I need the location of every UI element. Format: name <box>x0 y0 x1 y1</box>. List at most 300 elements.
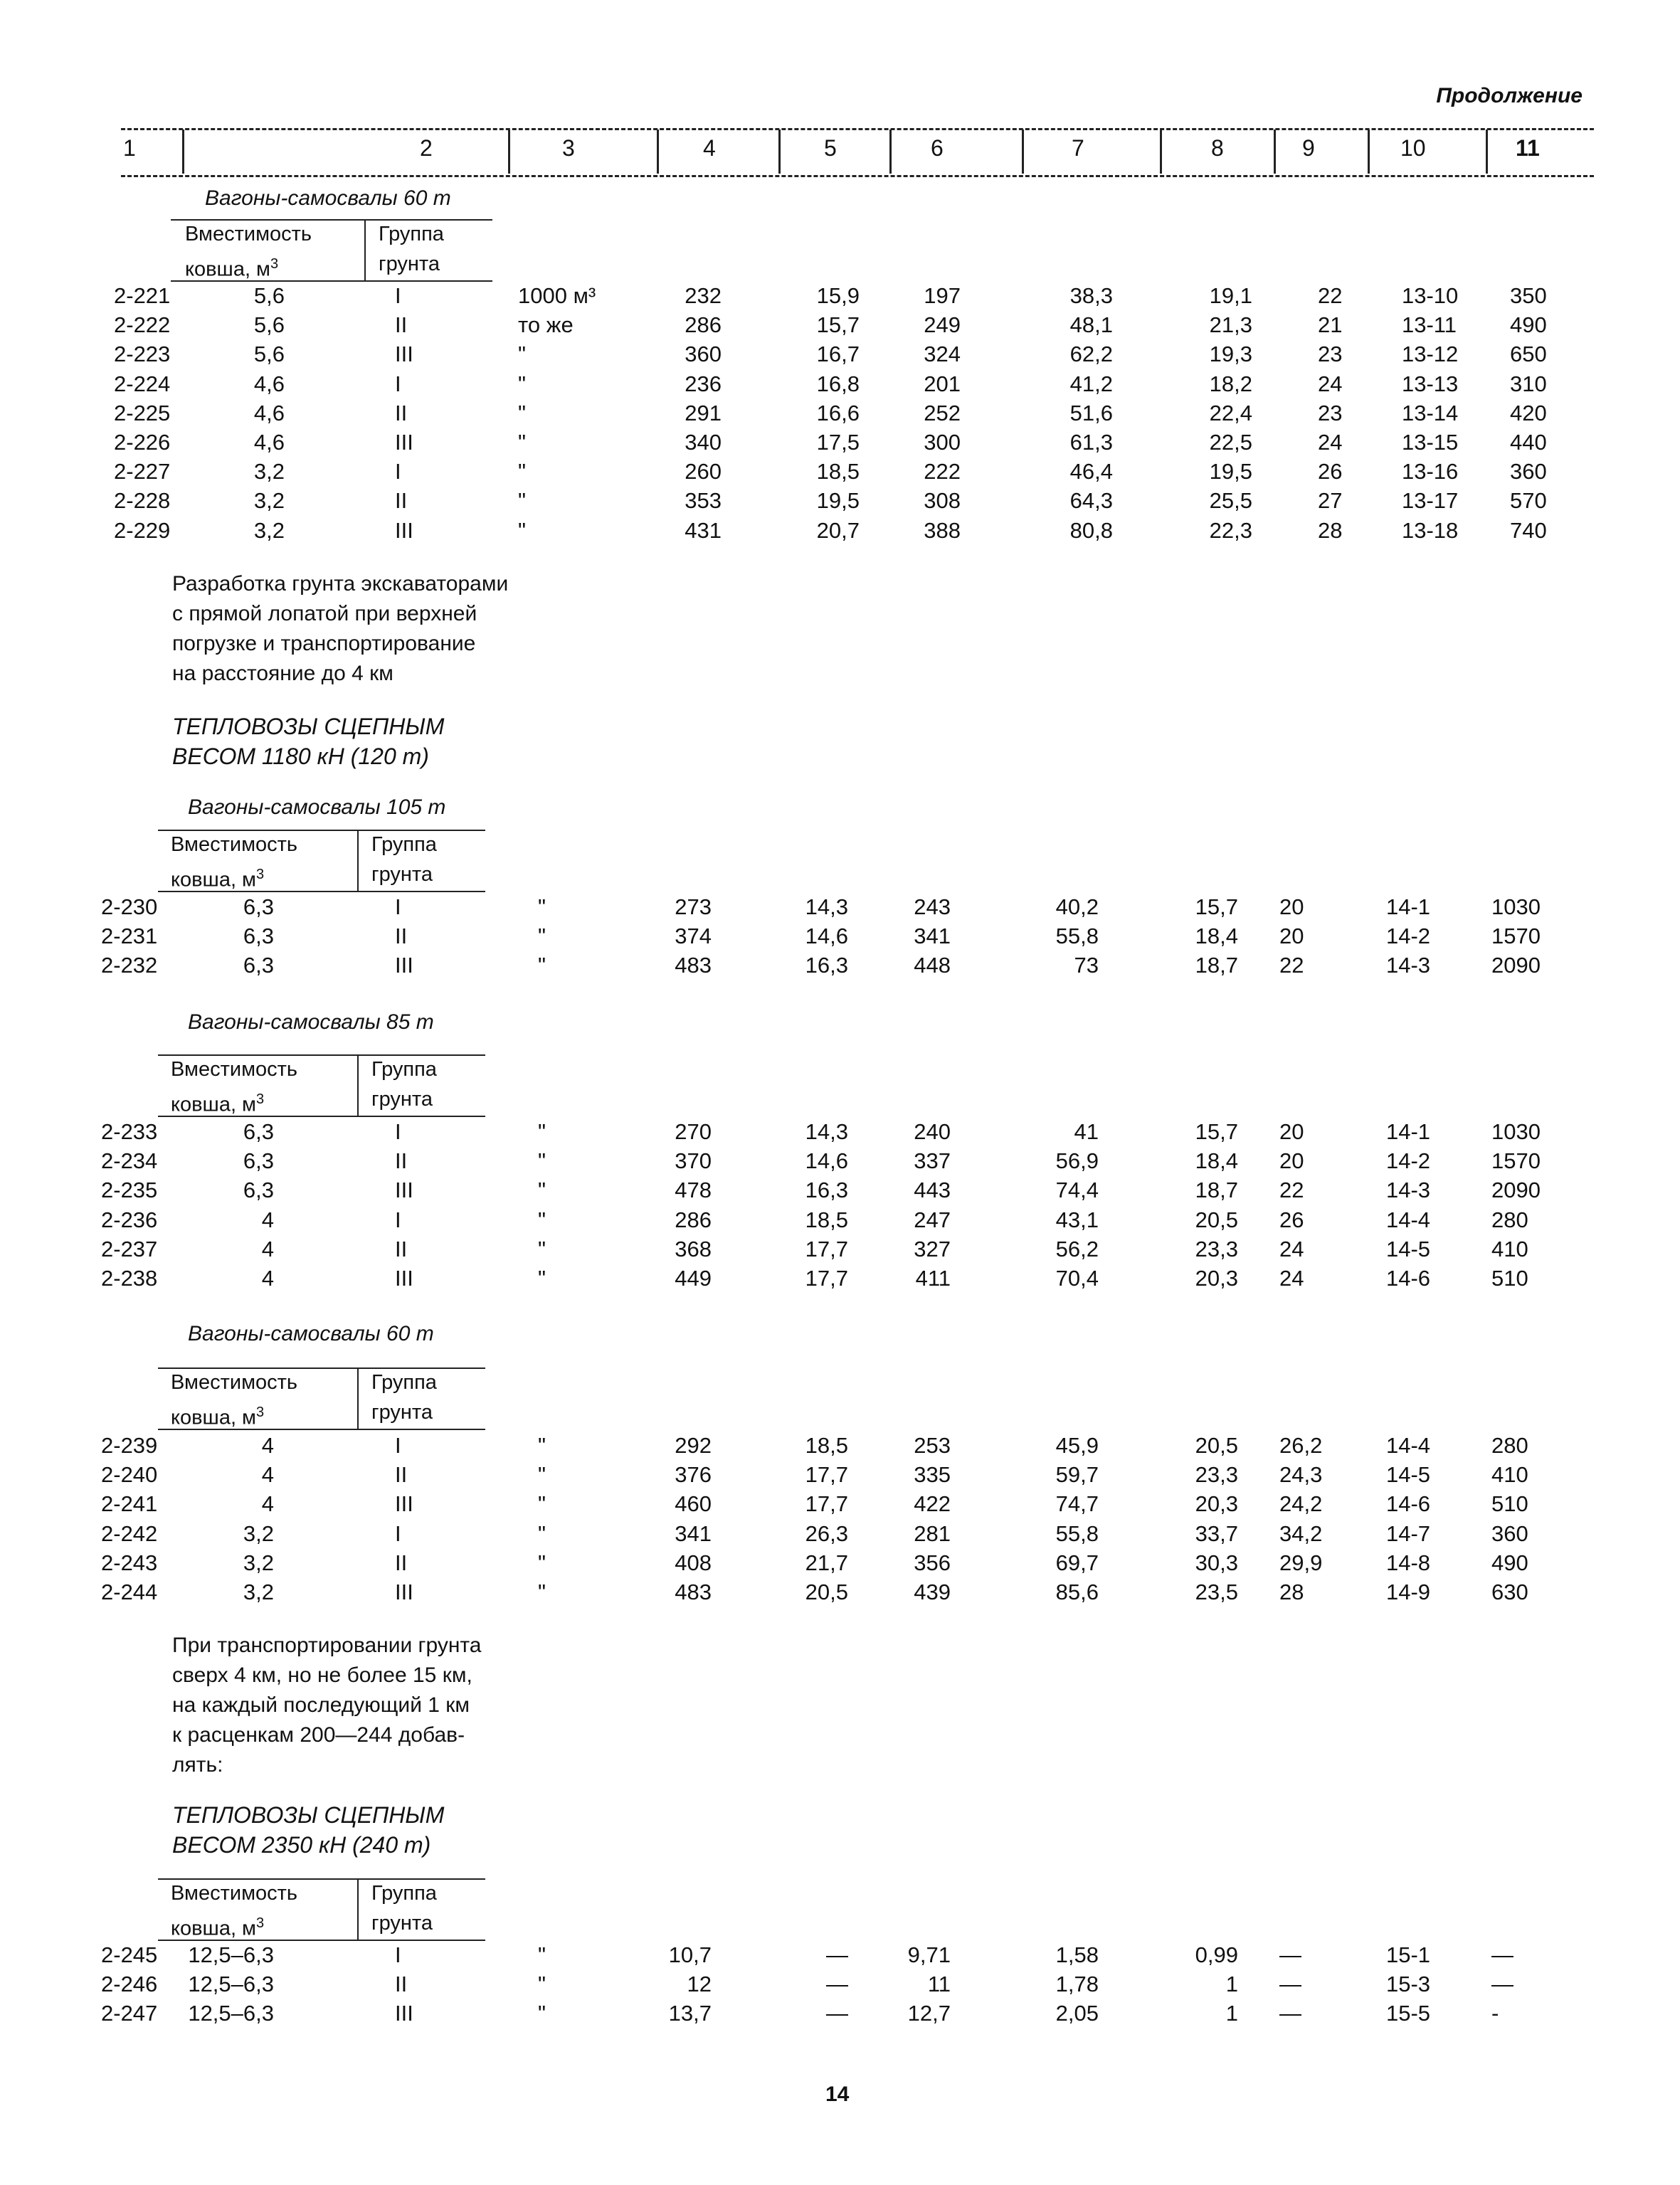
table-cell: 236 <box>685 371 722 396</box>
table-cell: — <box>1279 1972 1301 1997</box>
table-cell: 70,4 <box>1055 1266 1099 1291</box>
table-cell: 14-1 <box>1386 1119 1431 1144</box>
table-cell: 13-16 <box>1402 459 1459 485</box>
description-paragraph-1: Разработка грунта экскаваторами с прямой лопатой при верхней погрузке и транспортирование на расстояние до 4 км <box>172 572 509 685</box>
table-cell: 431 <box>685 517 722 543</box>
table-cell: 59,7 <box>1055 1462 1099 1488</box>
table-cell: I <box>395 1520 401 1546</box>
table-cell: — <box>1279 2001 1301 2026</box>
table-cell: " <box>518 459 527 485</box>
table-cell: 2-222 <box>114 312 171 338</box>
col-header-11: 11 <box>1516 135 1540 161</box>
col-header-5: 5 <box>824 135 837 161</box>
table-cell: 14,3 <box>805 894 848 919</box>
table-cell: 2-233 <box>101 1119 158 1144</box>
table-cell: 15-3 <box>1386 1972 1431 1997</box>
table-cell: 14,3 <box>805 1119 848 1144</box>
table-cell: 2-224 <box>114 371 171 396</box>
table-cell: 1000 м³ <box>518 283 596 308</box>
table-cell: 2-246 <box>101 1972 158 1997</box>
table-row <box>0 312 1680 342</box>
table-row <box>0 1550 1680 1580</box>
page-number: 14 <box>825 2083 850 2106</box>
table-cell: " <box>538 894 546 919</box>
table-cell: 4 <box>261 1462 274 1488</box>
table-cell: " <box>518 488 527 514</box>
table-cell: 55,8 <box>1055 924 1099 949</box>
table-cell: 740 <box>1510 517 1547 543</box>
table-cell: 374 <box>675 924 712 949</box>
table-cell: III <box>395 1491 413 1517</box>
table-cell: 443 <box>914 1178 951 1203</box>
table-cell: 5,6 <box>253 312 285 338</box>
table-cell: 353 <box>685 488 722 514</box>
table-cell: 2,05 <box>1055 2001 1099 2026</box>
table-cell: 6,3 <box>243 1148 274 1174</box>
table-cell: 422 <box>914 1491 951 1517</box>
table-row <box>0 894 1680 924</box>
table-row <box>0 1207 1680 1237</box>
table-cell: 14-8 <box>1386 1550 1431 1575</box>
table-cell: 69,7 <box>1055 1550 1099 1575</box>
table-cell: 40,2 <box>1055 894 1099 919</box>
table-row <box>0 1580 1680 1609</box>
table-cell: 483 <box>675 1580 712 1604</box>
table-cell: III <box>395 430 413 455</box>
table-cell: 4,6 <box>253 371 285 396</box>
table-cell: 20 <box>1279 924 1304 949</box>
table-cell: 2-228 <box>114 488 171 514</box>
table-cell: 29,9 <box>1279 1550 1323 1575</box>
table-cell: 408 <box>675 1550 712 1575</box>
table-cell: 17,7 <box>805 1462 848 1488</box>
table-cell: " <box>538 1236 546 1261</box>
table-cell: 6,3 <box>243 894 274 919</box>
table-cell: 22 <box>1279 1178 1304 1203</box>
table-cell: 1570 <box>1491 1148 1541 1174</box>
table-cell: 22 <box>1279 953 1304 978</box>
table-cell: 2-221 <box>114 283 171 308</box>
table-cell: 2-223 <box>114 342 171 367</box>
table-cell: 6,3 <box>243 953 274 978</box>
table-cell: " <box>518 430 527 455</box>
table-cell: 2-241 <box>101 1491 158 1517</box>
table-cell: 16,3 <box>805 953 848 978</box>
table-cell: II <box>395 1550 408 1575</box>
table-cell: 14-6 <box>1386 1491 1431 1517</box>
table-cell: 14,6 <box>805 1148 848 1174</box>
table-cell: 21,3 <box>1209 312 1252 338</box>
table-cell: 360 <box>1510 459 1547 485</box>
table-cell: 15-5 <box>1386 2001 1431 2026</box>
table-cell: 20,3 <box>1195 1491 1238 1517</box>
table-cell: 18,5 <box>816 459 860 485</box>
table-cell: 14-4 <box>1386 1207 1431 1232</box>
table-cell: " <box>518 342 527 367</box>
table-cell: 22,4 <box>1209 400 1252 425</box>
table-cell: 18,4 <box>1195 1148 1238 1174</box>
table-cell: 45,9 <box>1055 1433 1099 1458</box>
table-cell: 3,2 <box>253 459 285 485</box>
block4-column-header: Вместимость ковша, $м^3$ Группа грунта <box>158 1367 485 1430</box>
table-cell: 20,7 <box>816 517 860 543</box>
table-cell: 1,78 <box>1055 1972 1099 1997</box>
table-row <box>0 1119 1680 1148</box>
table-cell: 10,7 <box>668 1942 712 1967</box>
table-cell: 80,8 <box>1069 517 1113 543</box>
table-cell: 370 <box>675 1148 712 1174</box>
description-paragraph-2: При транспортировании грунта сверх 4 км, но не более 15 км, на каждый последующий 1 км к расценкам 200—244 добав- лять: <box>172 1634 482 1777</box>
table-cell: I <box>395 1207 401 1232</box>
table-cell: 61,3 <box>1069 430 1113 455</box>
table-cell: 2-244 <box>101 1580 158 1604</box>
table-cell: 18,7 <box>1195 1178 1238 1203</box>
table-cell: 56,9 <box>1055 1148 1099 1174</box>
table-row <box>0 1266 1680 1295</box>
table-cell: 24 <box>1318 430 1343 455</box>
table-cell: 247 <box>914 1207 951 1232</box>
table-cell: III <box>395 1580 413 1604</box>
table-cell: 26 <box>1318 459 1343 485</box>
table-cell: 20 <box>1279 894 1304 919</box>
table-cell: I <box>395 459 401 485</box>
table-cell: 2-227 <box>114 459 171 485</box>
table-cell: 13-15 <box>1402 430 1459 455</box>
table-cell: 2-245 <box>101 1942 158 1967</box>
table-cell: 19,1 <box>1209 283 1252 308</box>
table-cell: 292 <box>675 1433 712 1458</box>
table-cell: 25,5 <box>1209 488 1252 514</box>
table-cell: 249 <box>924 312 961 338</box>
table-row <box>0 1972 1680 2001</box>
table-cell: 64,3 <box>1069 488 1113 514</box>
table-cell: 4 <box>261 1207 274 1232</box>
table-cell: 4 <box>261 1236 274 1261</box>
table-cell: 280 <box>1491 1207 1528 1232</box>
table-cell: I <box>395 1942 401 1967</box>
table-cell: 280 <box>1491 1433 1528 1458</box>
table-cell: 327 <box>914 1236 951 1261</box>
table-cell: 2-240 <box>101 1462 158 1488</box>
block3-title: Вагоны-самосвалы 85 т <box>188 1010 434 1034</box>
table-cell: 12,7 <box>907 2001 951 2026</box>
table-cell: 14-5 <box>1386 1462 1431 1488</box>
block2-column-header: Вместимость ковша, $м^3$ Группа грунта <box>158 830 485 892</box>
table-cell: 13-12 <box>1402 342 1459 367</box>
table-cell: II <box>395 1972 408 1997</box>
bucket-label-2: ковша, $м^3$ <box>185 256 279 281</box>
table-cell: 2090 <box>1491 953 1541 978</box>
table-cell: 335 <box>914 1462 951 1488</box>
table-cell: I <box>395 371 401 396</box>
table-cell: 41,2 <box>1069 371 1113 396</box>
table-cell: — <box>826 2001 848 2026</box>
table-cell: 24,2 <box>1279 1491 1323 1517</box>
table-cell: 650 <box>1510 342 1547 367</box>
table-cell: 449 <box>675 1266 712 1291</box>
table-cell: 1030 <box>1491 1119 1541 1144</box>
table-cell: 286 <box>675 1207 712 1232</box>
table-cell: II <box>395 488 408 514</box>
table-cell: 308 <box>924 488 961 514</box>
table-cell: " <box>538 924 546 949</box>
table-cell: 490 <box>1510 312 1547 338</box>
table-cell: 6,3 <box>243 1178 274 1203</box>
block1-column-header <box>171 219 492 282</box>
table-cell: 2-238 <box>101 1266 158 1291</box>
table-cell: 2-239 <box>101 1433 158 1458</box>
table-cell: 18,2 <box>1209 371 1252 396</box>
table-cell: II <box>395 924 408 949</box>
table-cell: II <box>395 1236 408 1261</box>
table-cell: II <box>395 1148 408 1174</box>
table-row <box>0 1433 1680 1462</box>
col-header-1: 1 <box>123 135 136 161</box>
table-cell: " <box>538 1433 546 1458</box>
table-cell: 21,7 <box>805 1550 848 1575</box>
col-header-2: 2 <box>420 135 433 161</box>
table-cell: 14,6 <box>805 924 848 949</box>
table-cell: " <box>538 1119 546 1144</box>
table-cell: 20 <box>1279 1148 1304 1174</box>
table-cell: 20,3 <box>1195 1266 1238 1291</box>
table-row <box>0 342 1680 371</box>
table-cell: 360 <box>685 342 722 367</box>
table-cell: " <box>518 400 527 425</box>
table-cell: 14-2 <box>1386 924 1431 949</box>
table-row <box>0 1942 1680 1972</box>
table-row <box>0 1462 1680 1491</box>
table-cell: 27 <box>1318 488 1343 514</box>
table-cell: 510 <box>1491 1266 1528 1291</box>
table-cell: 201 <box>924 371 961 396</box>
table-cell: 43,1 <box>1055 1207 1099 1232</box>
table-cell: 74,7 <box>1055 1491 1099 1517</box>
table-cell: 16,3 <box>805 1178 848 1203</box>
col-header-6: 6 <box>931 135 944 161</box>
table-cell: 4 <box>261 1266 274 1291</box>
table-cell: 18,7 <box>1195 953 1238 978</box>
table-cell: 28 <box>1318 517 1343 543</box>
table-cell: 23 <box>1318 400 1343 425</box>
table-cell: 340 <box>685 430 722 455</box>
table-cell: 2-232 <box>101 953 158 978</box>
block4-title: Вагоны-самосвалы 60 т <box>188 1322 434 1345</box>
table-cell: 243 <box>914 894 951 919</box>
table-cell: — <box>826 1972 848 1997</box>
soil-label-2: грунта <box>379 253 440 275</box>
table-cell: II <box>395 312 408 338</box>
table-cell: " <box>538 2001 546 2026</box>
table-row <box>0 953 1680 982</box>
table-row <box>0 924 1680 953</box>
table-cell: 20,5 <box>1195 1207 1238 1232</box>
table-row <box>0 430 1680 459</box>
table-cell: 490 <box>1491 1550 1528 1575</box>
table-cell: 448 <box>914 953 951 978</box>
table-cell: 15,9 <box>816 283 860 308</box>
table-cell: 12 <box>687 1972 712 1997</box>
table-cell: 4 <box>261 1433 274 1458</box>
table-cell: 410 <box>1491 1236 1528 1261</box>
table-cell: 350 <box>1510 283 1547 308</box>
header-top-rule <box>121 128 1594 130</box>
table-cell: 13-11 <box>1402 312 1457 338</box>
table-row <box>0 2001 1680 2030</box>
table-cell: 20 <box>1279 1119 1304 1144</box>
table-row <box>0 1237 1680 1266</box>
table-cell: " <box>538 1462 546 1488</box>
table-cell: 270 <box>675 1119 712 1144</box>
table-row <box>0 488 1680 517</box>
table-cell: II <box>395 400 408 425</box>
table-cell: " <box>538 1520 546 1546</box>
table-cell: 34,2 <box>1279 1520 1323 1546</box>
table-cell: " <box>538 1972 546 1997</box>
bucket-label: Вместимость <box>185 223 312 245</box>
table-cell: 16,6 <box>816 400 860 425</box>
header-bottom-rule <box>121 175 1594 177</box>
col-header-8: 8 <box>1211 135 1224 161</box>
table-row <box>0 371 1680 401</box>
table-cell: 15,7 <box>1195 894 1238 919</box>
table-cell: 478 <box>675 1178 712 1203</box>
table-cell: 13-14 <box>1402 400 1459 425</box>
table-cell: III <box>395 517 413 543</box>
table-cell: — <box>1491 1942 1513 1967</box>
col-header-3: 3 <box>562 135 575 161</box>
table-cell: 22 <box>1318 283 1343 308</box>
table-row <box>0 518 1680 547</box>
block2-title: Вагоны-самосвалы 105 т <box>188 795 446 819</box>
table-cell: 1030 <box>1491 894 1541 919</box>
table-cell: 26 <box>1279 1207 1304 1232</box>
table-cell: 570 <box>1510 488 1547 514</box>
block3-column-header: Вместимость ковша, $м^3$ Группа грунта <box>158 1054 485 1117</box>
table-cell: 18,4 <box>1195 924 1238 949</box>
table-cell: 252 <box>924 400 961 425</box>
table-cell: 6,3 <box>243 924 274 949</box>
table-cell: " <box>538 1207 546 1232</box>
table-cell: 2090 <box>1491 1178 1541 1203</box>
table-cell: 26,2 <box>1279 1433 1323 1458</box>
table-cell: 260 <box>685 459 722 485</box>
table-cell: 15,7 <box>816 312 860 338</box>
table-cell: " <box>518 371 527 396</box>
table-row <box>0 1491 1680 1520</box>
table-cell: 4 <box>261 1491 274 1517</box>
table-cell: 19,5 <box>1209 459 1252 485</box>
table-cell: 13-13 <box>1402 371 1459 396</box>
table-cell: 0,99 <box>1195 1942 1238 1967</box>
table-cell: 376 <box>675 1462 712 1488</box>
table-cell: 411 <box>915 1266 951 1291</box>
table-cell: 13,7 <box>668 2001 712 2026</box>
table-cell: I <box>395 1433 401 1458</box>
table-cell: 26,3 <box>805 1520 848 1546</box>
table-cell: то же <box>518 312 574 338</box>
table-cell: 21 <box>1318 312 1343 338</box>
table-cell: " <box>538 1942 546 1967</box>
table-cell: 22,3 <box>1209 517 1252 543</box>
table-cell: 2-242 <box>101 1520 158 1546</box>
table-cell: 3,2 <box>243 1520 274 1546</box>
table-cell: 14-2 <box>1386 1148 1431 1174</box>
table-cell: 13-17 <box>1402 488 1459 514</box>
table-cell: 6,3 <box>243 1119 274 1144</box>
table-cell: I <box>395 894 401 919</box>
table-cell: 22,5 <box>1209 430 1252 455</box>
table-cell: 14-1 <box>1386 894 1431 919</box>
table-cell: 23,3 <box>1195 1236 1238 1261</box>
table-cell: 23,3 <box>1195 1462 1238 1488</box>
col-header-10: 10 <box>1400 135 1426 161</box>
table-cell: 24 <box>1279 1266 1304 1291</box>
table-cell: 483 <box>675 953 712 978</box>
table-cell: 11 <box>927 1972 951 1997</box>
table-cell: 30,3 <box>1195 1550 1238 1575</box>
block5-column-header: Вместимость ковша, $м^3$ Группа грунта <box>158 1878 485 1941</box>
table-cell: 12,5–6,3 <box>188 2001 274 2026</box>
table-cell: 2-235 <box>101 1178 158 1203</box>
table-cell: 62,2 <box>1069 342 1113 367</box>
table-cell: 5,6 <box>253 342 285 367</box>
table-cell: 300 <box>924 430 961 455</box>
table-cell: 1,58 <box>1055 1942 1099 1967</box>
table-cell: 2-229 <box>114 517 171 543</box>
table-cell: 2-237 <box>101 1236 158 1261</box>
block1-title: Вагоны-самосвалы 60 т <box>205 186 451 210</box>
table-cell: 17,7 <box>805 1266 848 1291</box>
table-cell: 13-18 <box>1402 517 1459 543</box>
table-cell: 14-5 <box>1386 1236 1431 1261</box>
table-cell: 85,6 <box>1055 1580 1099 1604</box>
table-cell: 2-236 <box>101 1207 158 1232</box>
table-cell: 15-1 <box>1386 1942 1431 1967</box>
table-cell: 74,4 <box>1055 1178 1099 1203</box>
continuation-label: Продолжение <box>1436 84 1583 107</box>
table-cell: 3,2 <box>253 488 285 514</box>
table-cell: 14-6 <box>1386 1266 1431 1291</box>
table-cell: 337 <box>914 1148 951 1174</box>
table-cell: 2-226 <box>114 430 171 455</box>
table-cell: 388 <box>924 517 961 543</box>
table-cell: III <box>395 2001 413 2026</box>
table-cell: 48,1 <box>1069 312 1113 338</box>
table-cell: 440 <box>1510 430 1547 455</box>
table-cell: 232 <box>685 283 722 308</box>
table-cell: 17,7 <box>805 1491 848 1517</box>
table-cell: " <box>538 1580 546 1604</box>
table-cell: 420 <box>1510 400 1547 425</box>
table-cell: 341 <box>675 1520 712 1546</box>
table-cell: 28 <box>1279 1580 1304 1604</box>
table-row <box>0 283 1680 312</box>
table-cell: 460 <box>675 1491 712 1517</box>
col-header-4: 4 <box>703 135 716 161</box>
table-cell: 56,2 <box>1055 1236 1099 1261</box>
table-cell: 14-3 <box>1386 953 1431 978</box>
table-cell: 17,7 <box>805 1236 848 1261</box>
table-cell: I <box>395 283 401 308</box>
table-cell: 24 <box>1318 371 1343 396</box>
table-cell: — <box>826 1942 848 1967</box>
table-cell: 4,6 <box>253 400 285 425</box>
table-cell: - <box>1491 2001 1499 2026</box>
table-cell: 19,5 <box>816 488 860 514</box>
table-cell: 310 <box>1510 371 1547 396</box>
col-header-7: 7 <box>1072 135 1084 161</box>
